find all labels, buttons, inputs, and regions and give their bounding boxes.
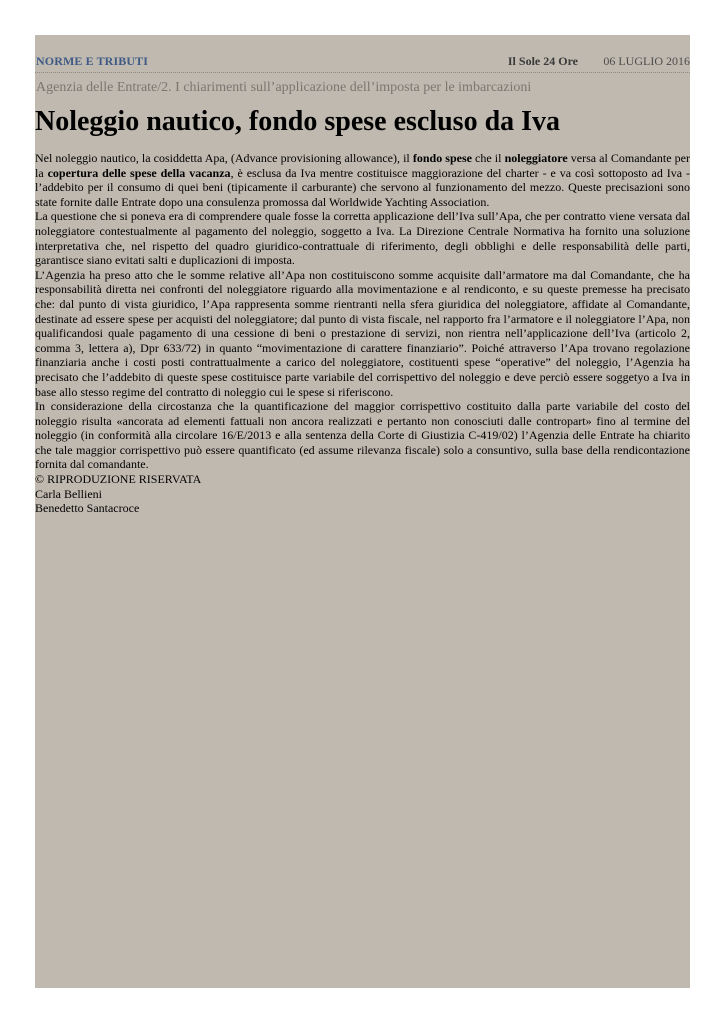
header-divider (35, 72, 690, 73)
p1-text-c: che il (471, 151, 505, 165)
paragraph-2: La questione che si poneva era di comprendere quale fosse la corretta applicazione dell’Iva sull’Apa, che per contratto viene versata dal noleggiatore contestualmente al pagamento del noleggio, soggetto a Iva. La Direzione Centrale Normativa ha fornito una soluzione interpretativa che, nel rispetto del quadro giuridico-contrattuale di riferimento, degli obblighi e delle responsabilità delle parti, garantisce siano evitati salti e duplicazioni di imposta. (35, 209, 690, 268)
paragraph-3: L’Agenzia ha preso atto che le somme relative all’Apa non costituiscono somme acquisite dall’armatore ma dal Comandante, che ha responsabilità diretta nei confronti del noleggiatore riguardo alla movimentazione e al rendiconto, e su queste premesse ha precisato che: dal punto di vista giuridico, l’Apa rappresenta somme rientranti nella sfera giuridica del noleggiatore, affidate al Comandante, destinate ad essere spese per acquisti del noleggiatore; dal punto di vista fiscale, nel rapporto fra l’armatore e il noleggiatore l’Apa, non qualificandosi quale pagamento di una cessione di beni o prestazione di servizi, non rientra nell’applicazione dell’Iva (articolo 2, comma 3, lettera a), Dpr 633/72) in quanto “movimentazione di carattere finanziario”. Poiché attraverso l’Apa trovano regolazione finanziaria anche i costi posti contrattualmente a carico del noleggiatore, costituenti spese “operative” del noleggio, l’Agenzia ha precisato che l’addebito di queste spese costituisce parte variabile del corrispettivo del noleggio e deve perciò essere soggetyo a Iva in base allo stesso regime del contratto di noleggio cui le spese si riferiscono. (35, 267, 690, 399)
p1-bold-copertura: copertura delle spese della vacanza (47, 165, 231, 180)
article-body (35, 151, 690, 516)
author-1: Carla Bellieni (35, 486, 102, 501)
paragraph-4: In considerazione della circostanza che la quantificazione del maggior corrispettivo costituito dalla parte variabile del costo del noleggio risulta «ancorata ad elementi fattuali non ancora realizzati e pertanto non conosciuti dalle contropart» fino al termine del noleggio (in conformità alla circolare 16/E/2013 e alla sentenza della Corte di Giustizia C-419/02) l’Agenzia delle Entrate ha chiarito che tale maggior corrispettivo può essere quantificato (ed assume rilevanza fiscale) solo a consuntivo, sulla base della rendicontazione fornita dal comandante. (35, 399, 690, 472)
article-kicker: Agenzia delle Entrate/2. I chiarimenti sull’applicazione dell’imposta per le imbarcazioni (36, 80, 532, 95)
article-headline: Noleggio nautico, fondo spese escluso da Iva (35, 106, 561, 137)
p1-text-a: Nel noleggio nautico, la cosiddetta Apa, (Advance provisioning allowance), il (35, 151, 413, 165)
newspaper-name: Il Sole 24 Ore (507, 54, 578, 68)
p1-bold-noleggiatore: noleggiatore (504, 151, 568, 165)
p1-text-g: , è esclusa da Iva mentre costituisce maggiorazione del charter - e va così sottoposto ad Iva - l’addebito per il consumo di quei beni (tipicamente il carburante) che servono al funzionamento del mezzo. Queste precisazioni sono state fornite dalle Entrate dopo una consulenza promossa dal Worldwide Yachting Association. (35, 165, 690, 209)
section-label: NORME E TRIBUTI (36, 54, 148, 68)
copyright-notice: © RIPRODUZIONE RISERVATA (35, 472, 202, 487)
paragraph-1 (35, 151, 690, 209)
p1-bold-fondo-spese: fondo spese (412, 151, 472, 165)
publication-date: 06 LUGLIO 2016 (603, 54, 690, 68)
p1-text-e: versa al Comandante per la (35, 151, 690, 180)
article-page (35, 35, 690, 988)
author-2: Benedetto Santacroce (35, 501, 140, 516)
article-header (35, 53, 690, 69)
